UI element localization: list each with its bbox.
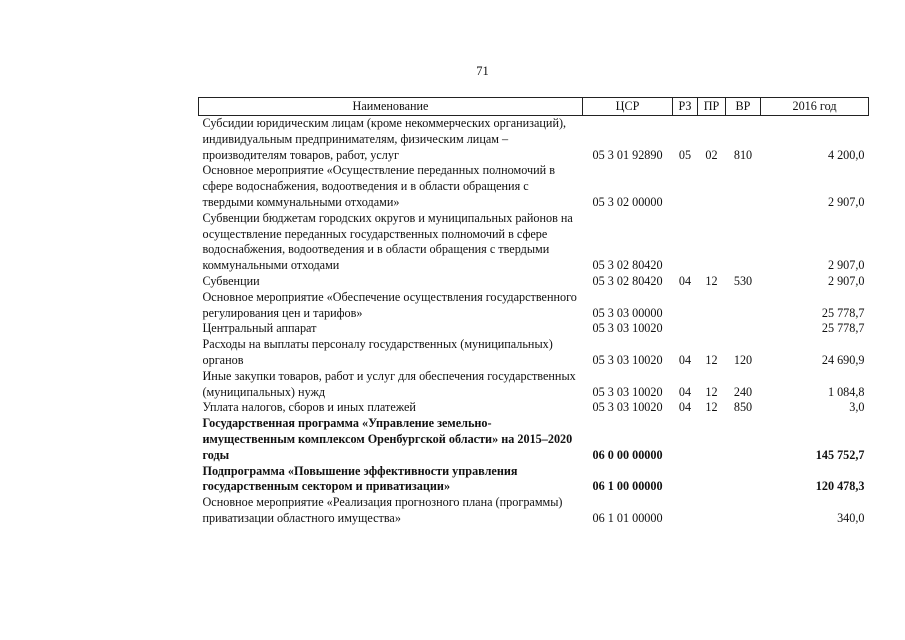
cell-vr <box>726 290 761 322</box>
cell-csr: 05 3 03 10020 <box>592 352 663 367</box>
cell-name: Подпрограмма «Повышение эффективности управления государственным сектором и приватизации» <box>202 463 518 494</box>
cell-name: Уплата налогов, сборов и иных платежей <box>202 400 416 415</box>
cell-amount: 120 478,3 <box>815 479 865 494</box>
cell-name: Центральный аппарат <box>202 321 317 336</box>
header-rz: РЗ <box>673 98 698 116</box>
cell-name: Иные закупки товаров, работ и услуг для обеспечения государственных (муниципальных) нужд <box>202 368 576 399</box>
cell-vr: 810 <box>733 147 753 162</box>
cell-name: Субсидии юридическим лицам (кроме некоммерческих организаций), индивидуальным предпринимателям, физическим лицам – производителям товаров, работ, услуг <box>202 116 567 162</box>
cell-pr: 12 <box>705 400 718 415</box>
cell-vr <box>726 321 761 337</box>
cell-amount: 25 778,7 <box>821 321 865 336</box>
cell-vr: 240 <box>733 384 753 399</box>
cell-name: Основное мероприятие «Обеспечение осуществления государственного регулирования цен и тарифов» <box>202 289 577 320</box>
cell-pr: 12 <box>705 352 718 367</box>
cell-pr: 12 <box>705 273 718 288</box>
cell-rz: 04 <box>678 400 692 415</box>
cell-rz: 04 <box>678 384 692 399</box>
cell-csr: 05 3 03 10020 <box>592 321 663 336</box>
cell-csr: 05 3 03 00000 <box>592 305 663 320</box>
cell-rz <box>673 416 698 463</box>
cell-rz <box>673 464 698 496</box>
cell-name: Государственная программа «Управление земельно-имущественным комплексом Оренбургской области» на 2015–2020 годы <box>202 416 573 462</box>
cell-amount: 1 084,8 <box>827 384 865 399</box>
cell-amount: 4 200,0 <box>827 147 865 162</box>
cell-vr: 530 <box>733 273 753 288</box>
page-number: 71 <box>476 64 489 78</box>
cell-csr: 05 3 02 00000 <box>592 194 663 209</box>
cell-vr <box>726 495 761 527</box>
cell-pr: 12 <box>705 384 718 399</box>
cell-name: Субвенции <box>202 273 260 288</box>
cell-rz <box>673 211 698 274</box>
cell-amount: 2 907,0 <box>827 258 865 273</box>
cell-amount: 340,0 <box>837 510 865 525</box>
cell-vr <box>726 211 761 274</box>
table-row <box>199 290 869 322</box>
cell-pr <box>698 321 726 337</box>
cell-rz: 04 <box>678 273 692 288</box>
cell-pr <box>698 495 726 527</box>
cell-vr <box>726 163 761 210</box>
cell-rz: 04 <box>678 352 692 367</box>
cell-rz <box>673 321 698 337</box>
cell-name: Основное мероприятие «Реализация прогнозного плана (программы) приватизации областного имущества» <box>202 495 563 525</box>
cell-rz <box>673 290 698 322</box>
budget-table <box>198 97 869 527</box>
cell-csr: 06 1 00 00000 <box>592 479 663 494</box>
table-row <box>199 163 869 210</box>
cell-vr <box>726 416 761 463</box>
cell-pr: 02 <box>705 147 718 162</box>
cell-vr: 850 <box>733 400 753 415</box>
cell-pr <box>698 464 726 496</box>
cell-amount: 25 778,7 <box>821 305 865 320</box>
cell-name: Расходы на выплаты персоналу государственных (муниципальных) органов <box>202 337 553 367</box>
cell-vr <box>726 464 761 496</box>
table-header <box>199 98 869 116</box>
header-row <box>199 98 869 116</box>
cell-pr <box>698 163 726 210</box>
cell-amount: 2 907,0 <box>827 194 865 209</box>
cell-pr <box>698 290 726 322</box>
table-row <box>199 464 869 496</box>
cell-csr: 05 3 03 10020 <box>592 384 663 399</box>
header-pr: ПР <box>698 98 726 116</box>
table-row <box>199 211 869 274</box>
cell-csr: 06 0 00 00000 <box>592 447 663 462</box>
table-row <box>199 337 869 369</box>
cell-pr <box>698 211 726 274</box>
cell-amount: 145 752,7 <box>815 447 865 462</box>
cell-pr <box>698 416 726 463</box>
table-row <box>199 116 869 164</box>
cell-name: Субвенции бюджетам городских округов и муниципальных районов на осуществление переданных государственных полномочий в сфере водоснабжения, водоотведения и в области обращения с твердыми коммунальными отходами <box>202 210 573 273</box>
cell-csr: 05 3 02 80420 <box>592 258 663 273</box>
cell-amount: 2 907,0 <box>827 273 865 288</box>
cell-rz: 05 <box>678 147 692 162</box>
header-vr: ВР <box>726 98 761 116</box>
header-name: Наименование <box>199 98 583 116</box>
cell-csr: 05 3 03 10020 <box>592 400 663 415</box>
cell-name: Основное мероприятие «Осуществление переданных полномочий в сфере водоснабжения, водоотведения и в области обращения с твердыми коммунальными отходами» <box>202 163 555 209</box>
table-row <box>199 274 869 290</box>
table-body <box>199 116 869 527</box>
table-row <box>199 321 869 337</box>
cell-rz <box>673 163 698 210</box>
table-row <box>199 495 869 527</box>
table-row <box>199 400 869 416</box>
cell-rz <box>673 495 698 527</box>
cell-csr: 05 3 02 80420 <box>592 273 663 288</box>
cell-amount: 24 690,9 <box>821 352 865 367</box>
cell-csr: 05 3 01 92890 <box>592 147 663 162</box>
table-row <box>199 369 869 401</box>
cell-csr: 06 1 01 00000 <box>592 510 663 525</box>
table-row <box>199 416 869 463</box>
cell-amount: 3,0 <box>849 400 865 415</box>
cell-vr: 120 <box>733 352 753 367</box>
header-year: 2016 год <box>761 98 869 116</box>
header-csr: ЦСР <box>583 98 673 116</box>
